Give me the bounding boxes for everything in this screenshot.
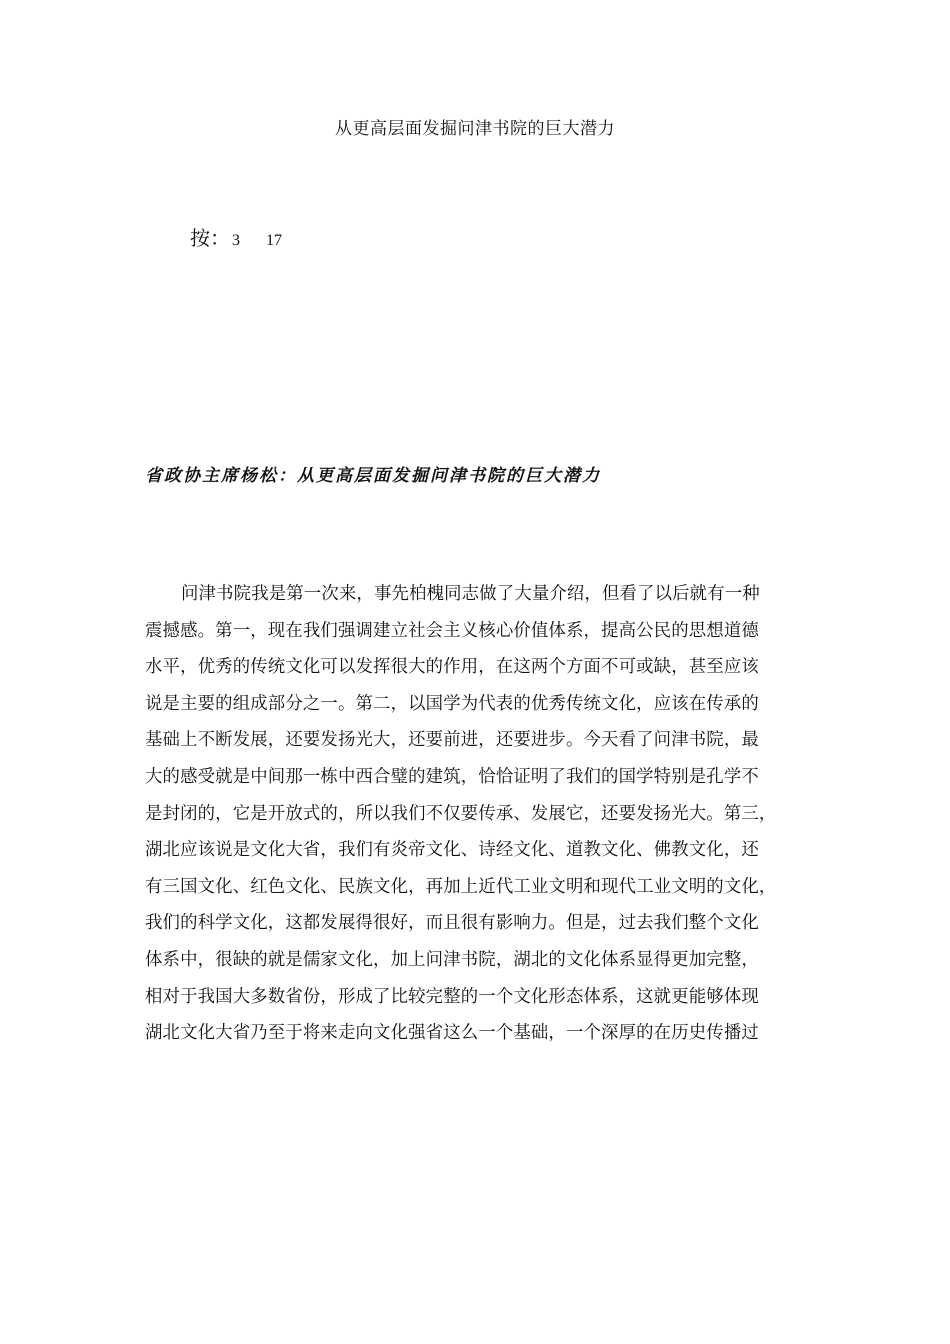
note-label: 按： bbox=[190, 226, 230, 250]
document-title: 从更高层面发掘问津书院的巨大潜力 bbox=[335, 119, 615, 139]
body-line: 有三国文化、红色文化、民族文化，再加上近代工业文明和现代工业文明的文化， bbox=[145, 876, 777, 897]
body-line: 是封闭的，它是开放式的，所以我们不仅要传承、发展它，还要发扬光大。第三， bbox=[145, 803, 777, 824]
body-line: 我们的科学文化，这都发展得很好，而且很有影响力。但是，过去我们整个文化 bbox=[145, 913, 759, 934]
body-line: 相对于我国大多数省份，形成了比较完整的一个文化形态体系，这就更能够体现 bbox=[145, 986, 759, 1007]
body-line: 问津书院我是第一次来，事先柏槐同志做了大量介绍，但看了以后就有一种 bbox=[181, 584, 760, 604]
note-value-b: 17 bbox=[266, 232, 282, 249]
body-line: 湖北文化大省乃至于将来走向文化强省这么一个基础，一个深厚的在历史传播过 bbox=[145, 1023, 759, 1044]
body-line: 大的感受就是中间那一栋中西合璧的建筑，恰恰证明了我们的国学特别是孔学不 bbox=[145, 766, 759, 787]
body-line: 湖北应该说是文化大省，我们有炎帝文化、诗经文化、道教文化、佛教文化，还 bbox=[145, 840, 759, 861]
article-heading: 省政协主席杨松：从更高层面发掘问津书院的巨大潜力 bbox=[145, 466, 601, 486]
body-line: 基础上不断发展，还要发扬光大，还要前进，还要进步。今天看了问津书院，最 bbox=[145, 730, 759, 751]
note-value-a: 3 bbox=[232, 232, 240, 249]
body-line: 震撼感。第一，现在我们强调建立社会主义核心价值体系，提高公民的思想道德 bbox=[145, 620, 759, 641]
editor-note bbox=[190, 222, 282, 251]
article-body bbox=[145, 582, 807, 1058]
body-line: 体系中，很缺的就是儒家文化，加上问津书院，湖北的文化体系显得更加完整， bbox=[145, 949, 759, 970]
body-line: 说是主要的组成部分之一。第二，以国学为代表的优秀传统文化，应该在传承的 bbox=[145, 693, 759, 714]
body-line: 水平，优秀的传统文化可以发挥很大的作用，在这两个方面不可或缺，甚至应该 bbox=[145, 657, 759, 678]
